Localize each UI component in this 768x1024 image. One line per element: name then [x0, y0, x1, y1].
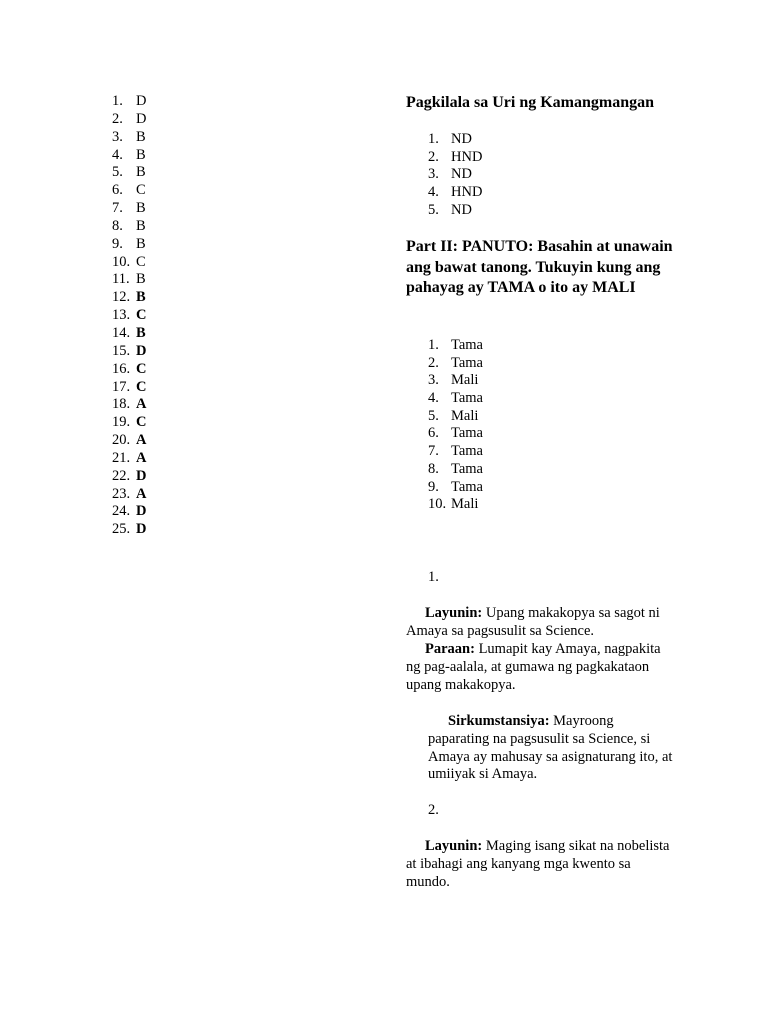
- section1-item: [428, 149, 482, 167]
- answer-key-item-number: 5.: [112, 164, 123, 181]
- section2-item: [428, 479, 483, 497]
- answer-key-item-answer: B: [136, 217, 146, 234]
- section1-item-number: 3.: [428, 166, 439, 183]
- answer-key-item-number: 22.: [112, 467, 131, 484]
- answer-key-item-answer: D: [136, 467, 147, 484]
- answer-key-item-answer: C: [136, 360, 147, 377]
- answer-key-item-number: 21.: [112, 449, 131, 466]
- section1-item-answer: ND: [451, 166, 472, 183]
- answer-key-item-number: 23.: [112, 485, 131, 502]
- section1-item: [428, 166, 482, 184]
- answer-key-item: [112, 218, 146, 236]
- case2-number: 2.: [428, 802, 439, 818]
- answer-key-item-number: 17.: [112, 378, 131, 395]
- answer-key-item-number: 8.: [112, 217, 123, 234]
- case2-layunin: [406, 838, 676, 891]
- section2-item-number: 2.: [428, 354, 439, 371]
- answer-key-item-number: 14.: [112, 324, 131, 341]
- answer-key-item-number: 1.: [112, 93, 123, 109]
- section2-title: Part II: PANUTO: Basahin at unawain ang bawat tanong. Tukuyin kung ang pahayag ay TAMA o ito ay MALI: [406, 238, 673, 296]
- section2-item-answer: Mali: [451, 372, 479, 389]
- answer-key-item-answer: B: [136, 289, 146, 306]
- answer-key-item: [112, 450, 146, 468]
- answer-key-item-answer: A: [136, 396, 147, 413]
- answer-key-item-number: 11.: [112, 271, 130, 288]
- section1-item-number: 4.: [428, 184, 439, 201]
- section2-item-number: 5.: [428, 407, 439, 424]
- section2-item-answer: Tama: [451, 478, 483, 495]
- answer-key-item-answer: C: [136, 182, 146, 199]
- section2-item: [428, 355, 483, 373]
- answer-key-item: [112, 200, 146, 218]
- section2-item-number: 10.: [428, 496, 447, 513]
- section2-item-answer: Tama: [451, 390, 483, 407]
- answer-key-item: [112, 343, 146, 361]
- answer-key-item-number: 15.: [112, 342, 131, 359]
- section2-item: [428, 425, 483, 443]
- answer-key-item-answer: B: [136, 164, 146, 181]
- answer-key-item: [112, 236, 146, 254]
- answer-key-item-answer: A: [136, 432, 147, 449]
- case1-paraan-label: Paraan:: [425, 641, 475, 657]
- section1-item-number: 1.: [428, 131, 439, 147]
- case1-layunin: [406, 605, 676, 641]
- case1-sirk-label: Sirkumstansiya:: [448, 713, 550, 729]
- answer-key-item: [112, 361, 146, 379]
- answer-key-item: [112, 325, 146, 343]
- answer-key-item-number: 4.: [112, 146, 123, 163]
- section1-item-answer: HND: [451, 184, 483, 201]
- answer-key-item: [112, 271, 146, 289]
- answer-key-item-answer: B: [136, 128, 146, 145]
- section2-list: [428, 337, 483, 514]
- case1-layunin-label: Layunin:: [425, 605, 483, 621]
- answer-key-item-answer: D: [136, 521, 147, 538]
- answer-key-item-answer: B: [136, 200, 146, 217]
- answer-key-item-answer: D: [136, 110, 147, 127]
- answer-key-item-answer: C: [136, 378, 147, 395]
- section2-item: [428, 443, 483, 461]
- answer-key-item-answer: B: [136, 235, 146, 252]
- section2-item: [428, 337, 483, 355]
- section1-item-answer: HND: [451, 148, 483, 165]
- answer-key-item-number: 18.: [112, 396, 131, 413]
- answer-key-item: [112, 468, 146, 486]
- answer-key-item: [112, 521, 146, 539]
- answer-key-item: [112, 503, 146, 521]
- answer-key-item: [112, 147, 146, 165]
- section2-item-answer: Tama: [451, 337, 483, 353]
- answer-key-item-answer: A: [136, 485, 147, 502]
- answer-key-item: [112, 254, 146, 272]
- answer-key-item-number: 16.: [112, 360, 131, 377]
- section2-item-number: 4.: [428, 390, 439, 407]
- answer-key-item: [112, 289, 146, 307]
- answer-key-item: [112, 379, 146, 397]
- answer-key-item-answer: C: [136, 307, 147, 324]
- answer-key-item-number: 20.: [112, 432, 131, 449]
- section2-item-answer: Mali: [451, 496, 479, 513]
- case1-sirk-text: Mayroong paparating na pagsusulit sa Science, si Amaya ay mahusay sa asignaturang ito, at umiiyak si Amaya.: [428, 713, 673, 783]
- answer-key-item-number: 6.: [112, 182, 123, 199]
- section2-item-answer: Tama: [451, 354, 483, 371]
- section2-item: [428, 461, 483, 479]
- answer-key-item-answer: B: [136, 146, 146, 163]
- section1-item-answer: ND: [451, 131, 472, 147]
- answer-key-item-number: 25.: [112, 521, 131, 538]
- case1-layunin-text: Upang makakopya sa sagot ni Amaya sa pagsusulit sa Science.: [406, 605, 660, 639]
- answer-key-item-number: 10.: [112, 253, 131, 270]
- answer-key-item-number: 12.: [112, 289, 131, 306]
- case2-layunin-label: Layunin:: [425, 838, 483, 854]
- case2-layunin-text: Maging isang sikat na nobelista at ibahagi ang kanyang mga kwento sa mundo.: [406, 838, 670, 890]
- section1-item: [428, 131, 482, 149]
- section2-item: [428, 372, 483, 390]
- answer-key-list: [112, 93, 146, 539]
- answer-key-item: [112, 182, 146, 200]
- section2-item-number: 6.: [428, 425, 439, 442]
- answer-key-item: [112, 111, 146, 129]
- section2-item-answer: Tama: [451, 425, 483, 442]
- answer-key-item-answer: D: [136, 342, 147, 359]
- answer-key-item-answer: D: [136, 503, 147, 520]
- answer-key-item-number: 19.: [112, 414, 131, 431]
- section2-item-answer: Tama: [451, 443, 483, 460]
- section2-item: [428, 408, 483, 426]
- answer-key-item: [112, 432, 146, 450]
- section2-item-number: 1.: [428, 337, 439, 353]
- section2-item-number: 8.: [428, 460, 439, 477]
- answer-key-item-number: 13.: [112, 307, 131, 324]
- answer-key-item-answer: C: [136, 253, 146, 270]
- answer-key-item-number: 24.: [112, 503, 131, 520]
- case1-sirkumstansiya: [428, 713, 678, 784]
- section1-item-number: 2.: [428, 148, 439, 165]
- answer-key-item: [112, 486, 146, 504]
- answer-key-item: [112, 164, 146, 182]
- case1-paraan: [406, 641, 676, 694]
- section1-item-number: 5.: [428, 201, 439, 218]
- section2-item-number: 3.: [428, 372, 439, 389]
- answer-key-item-number: 9.: [112, 235, 123, 252]
- answer-key-item-number: 3.: [112, 128, 123, 145]
- answer-key-item-number: 7.: [112, 200, 123, 217]
- case1-number: 1.: [428, 569, 439, 585]
- answer-key-item: [112, 129, 146, 147]
- answer-key-item-answer: B: [136, 271, 146, 288]
- section1-item: [428, 184, 482, 202]
- answer-key-item: [112, 93, 146, 111]
- case1-paraan-text: Lumapit kay Amaya, nagpakita ng pag-aalala, at gumawa ng pagkakataon upang makakopya.: [406, 641, 661, 693]
- answer-key-item: [112, 414, 146, 432]
- section2-item-answer: Tama: [451, 460, 483, 477]
- section1-item-answer: ND: [451, 201, 472, 218]
- answer-key-item-answer: A: [136, 449, 147, 466]
- section2-item-answer: Mali: [451, 407, 479, 424]
- section2-item: [428, 390, 483, 408]
- section2-item-number: 7.: [428, 443, 439, 460]
- section1-title: Pagkilala sa Uri ng Kamangmangan: [406, 94, 655, 111]
- answer-key-item-number: 2.: [112, 110, 123, 127]
- answer-key-item: [112, 307, 146, 325]
- section1-item: [428, 202, 482, 220]
- answer-key-item-answer: D: [136, 93, 147, 109]
- section2-item-number: 9.: [428, 478, 439, 495]
- section1-list: [428, 131, 482, 219]
- answer-key-item-answer: C: [136, 414, 147, 431]
- answer-key-item-answer: B: [136, 324, 146, 341]
- section2-item: [428, 496, 483, 514]
- answer-key-item: [112, 396, 146, 414]
